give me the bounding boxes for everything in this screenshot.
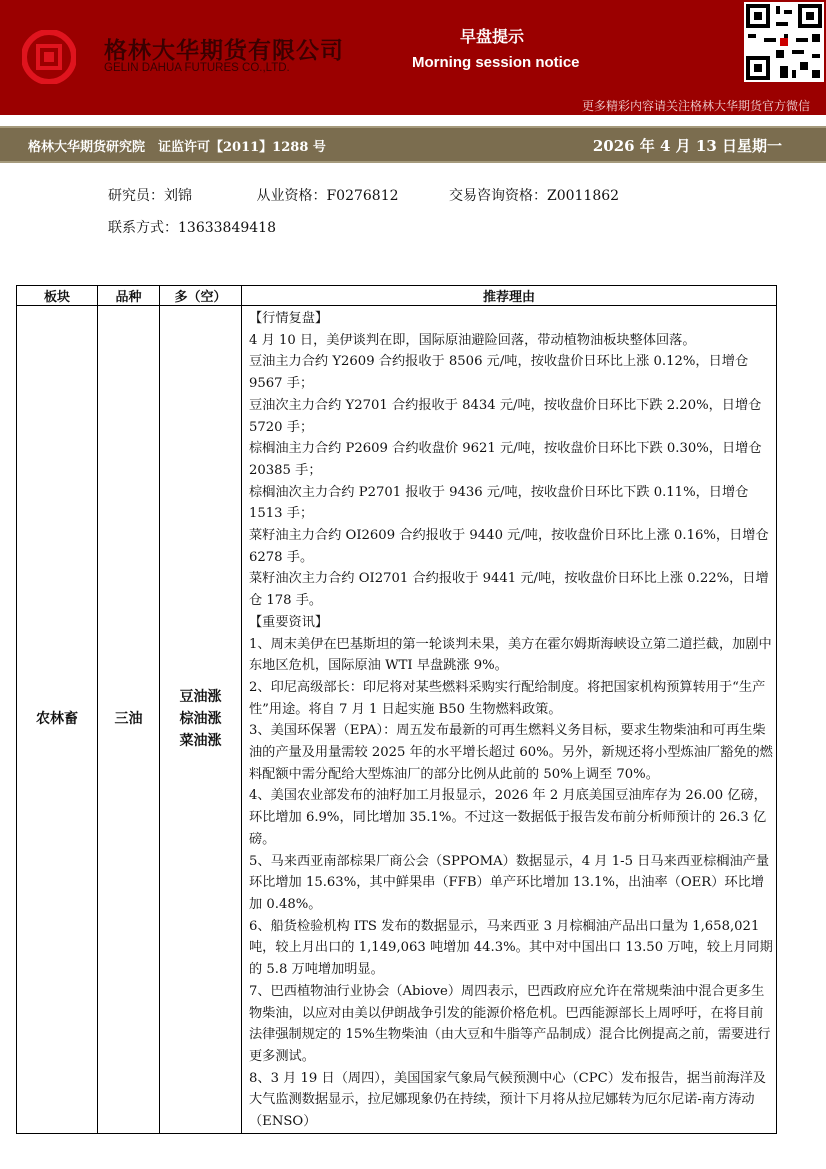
paragraph: 1、周末美伊在巴基斯坦的第一轮谈判未果，美方在霍尔姆斯海峡设立第二道拦截，加剧中东地区危机，国际原油 WTI 早盘跳涨 9%。 — [249, 636, 772, 674]
direction-cell — [160, 306, 242, 1134]
paragraph: 4 月 10 日，美伊谈判在即，国际原油避险回落，带动植物油板块整体回落。 — [249, 332, 696, 348]
header-direction: 多（空） — [160, 286, 242, 306]
direction-item: 棕油涨 — [179, 711, 222, 728]
paragraph: 6、船货检验机构 ITS 发布的数据显示，马来西亚 3 月棕榈油产品出口量为 1,658,021 吨，较上月出口的 1,149,063 吨增加 44.3%。其中对中国出口 13.50 万吨，较上月同期的 5.8 万吨增加明显。 — [249, 918, 773, 978]
researcher-line — [108, 185, 619, 205]
consult-label: 交易咨询资格： — [448, 188, 547, 204]
section-heading: 【重要资讯】 — [249, 614, 329, 630]
report-title-en: Morning session notice — [412, 54, 580, 71]
qualification-label: 从业资格： — [256, 188, 327, 204]
section-heading: 【行情复盘】 — [249, 311, 329, 326]
recommendation-table — [16, 285, 777, 1134]
researcher-name: 刘锦 — [164, 188, 192, 204]
contact-label: 联系方式： — [108, 220, 178, 236]
variety-cell: 三油 — [98, 306, 160, 1134]
header-variety: 品种 — [98, 286, 160, 306]
paragraph: 8、3 月 19 日（周四），美国国家气象局气候预测中心（CPC）发布报告，据当前海洋及大气监测数据显示，拉尼娜现象仍在持续，预计下月将从拉尼娜转为厄尔尼诺-南方涛动（ENSO） — [249, 1070, 766, 1130]
paragraph: 菜籽油主力合约 OI2609 合约报收于 9440 元/吨，按收盘价日环比上涨 0.16%，日增仓 6278 手。 — [249, 528, 769, 565]
company-logo-icon — [22, 30, 76, 84]
paragraph: 3、美国环保署（EPA）：周五发布最新的可再生燃料义务目标，要求生物柴油和可再生柴油的产量及用量需较 2025 年的水平增长超过 60%。另外，新规还将小型炼油厂豁免的燃料配额中需分配给大型炼油厂的部分比例从此前的 50%上调至 70%。 — [249, 723, 773, 782]
header-sector: 板块 — [17, 286, 98, 306]
paragraph: 2、印尼高级部长：印尼将对某些燃料采购实行配给制度。将把国家机构预算转用于“生产性”用途。将自 7 月 1 日起实施 B50 生物燃料政策。 — [249, 679, 766, 717]
report-title-cn: 早盘提示 — [460, 27, 525, 46]
consult-number: Z0011862 — [546, 188, 620, 204]
qualification-number: F0276812 — [326, 188, 399, 204]
company-name-en: GELIN DAHUA FUTURES CO.,LTD. — [104, 62, 290, 74]
paragraph: 棕榈油次主力合约 P2701 报收于 9436 元/吨，按收盘价日环比下跌 0.11%，日增仓 1513 手； — [249, 484, 749, 522]
paragraph: 豆油次主力合约 Y2701 合约报收于 8434 元/吨，按收盘价日环比下跌 2.20%，日增仓 5720 手； — [249, 397, 762, 435]
info-band — [0, 126, 826, 163]
company-name-cn: 格林大华期货有限公司 — [104, 38, 344, 64]
contact-line — [108, 217, 276, 237]
table-header-row — [17, 286, 777, 306]
table-row — [17, 306, 777, 1134]
header-banner — [0, 0, 826, 115]
qr-code-icon — [744, 2, 824, 82]
sector-cell: 农林畜 — [17, 306, 98, 1134]
paragraph: 4、美国农业部发布的油籽加工月报显示，2026 年 2 月底美国豆油库存为 26.00 亿磅，环比增加 6.9%，同比增加 35.1%。不过这一数据低于报告发布前分析师预计的 26.3 亿磅。 — [249, 788, 767, 847]
reason-cell — [242, 306, 777, 1134]
institute-license: 格林大华期货研究院 证监许可【2011】1288 号 — [28, 140, 326, 155]
paragraph: 菜籽油次主力合约 OI2701 合约报收于 9441 元/吨，按收盘价日环比上涨 0.22%，日增仓 178 手。 — [249, 571, 769, 609]
follow-wechat-text: 更多精彩内容请关注格林大华期货官方微信 — [581, 99, 810, 113]
paragraph: 棕榈油主力合约 P2609 合约收盘价 9621 元/吨，按收盘价日环比下跌 0.30%，日增仓 20385 手； — [249, 441, 762, 478]
contact-phone: 13633849418 — [178, 220, 276, 236]
direction-item: 豆油涨 — [179, 689, 222, 706]
paragraph: 5、马来西亚南部棕果厂商公会（SPPOMA）数据显示，4 月 1-5 日马来西亚棕榈油产量环比增加 15.63%，其中鲜果串（FFB）单产环比增加 13.1%，出油率（OER）环比增加 0.48%。 — [249, 853, 770, 912]
paragraph: 7、巴西植物油行业协会（Abiove）周四表示，巴西政府应允许在常规柴油中混合更多生物柴油，以应对由美以伊朗战争引发的能源价格危机。巴西能源部长上周呼吁，在将目前法律强制规定的 15%生物柴油（由大豆和牛脂等产品制成）混合比例提高之前，需要进行更多测试。 — [249, 983, 771, 1064]
paragraph: 豆油主力合约 Y2609 合约报收于 8506 元/吨，按收盘价日环比上涨 0.12%，日增仓 9567 手； — [249, 354, 749, 392]
report-date: 2026 年 4 月 13 日星期一 — [592, 137, 782, 155]
header-reason: 推荐理由 — [242, 286, 777, 306]
direction-item: 菜油涨 — [179, 733, 222, 750]
researcher-label: 研究员： — [108, 188, 164, 204]
